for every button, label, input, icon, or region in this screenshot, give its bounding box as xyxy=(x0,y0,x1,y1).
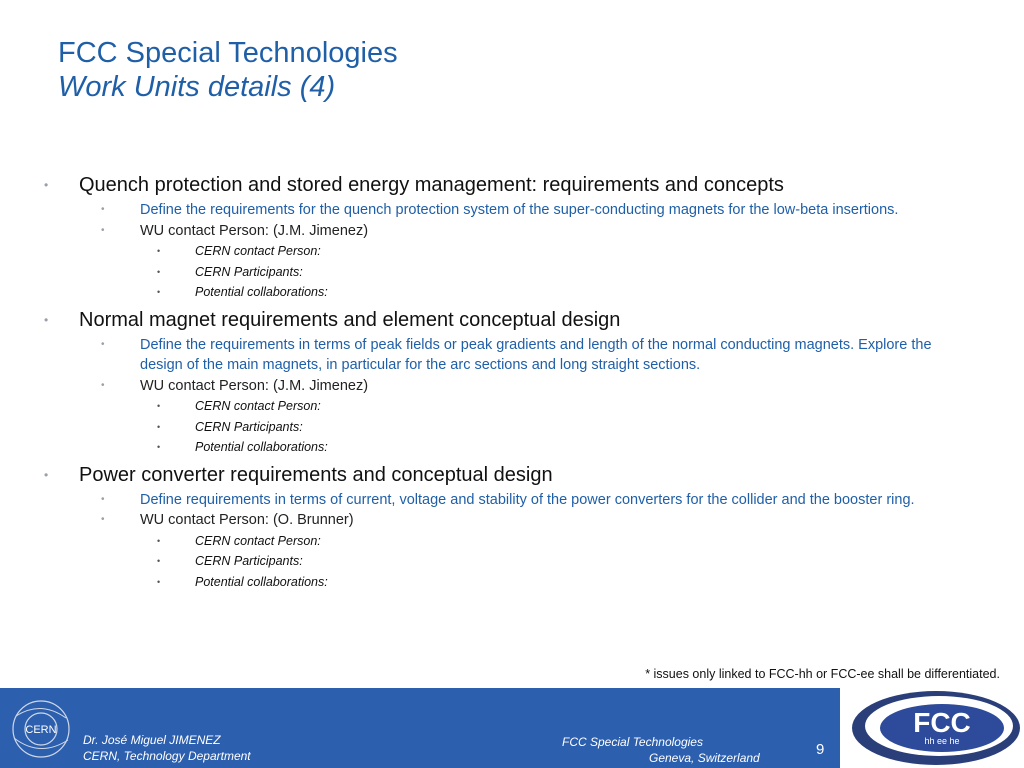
author-department: CERN, Technology Department xyxy=(83,749,251,763)
bullet-icon: • xyxy=(157,576,161,587)
section-sub-item: • CERN contact Person: xyxy=(0,241,1024,262)
bullet-icon: • xyxy=(157,287,161,297)
section-sub-item: • CERN Participants: xyxy=(0,417,1024,438)
bullet-icon: • xyxy=(101,493,105,505)
section-heading: • Power converter requirements and conceptual design xyxy=(0,460,1024,490)
fcc-logo-icon xyxy=(846,688,1024,768)
bullet-icon: • xyxy=(157,401,161,411)
section-sub-item: • Potential collaborations: xyxy=(0,572,1024,593)
section-heading: • Normal magnet requirements and element conceptual design xyxy=(0,305,1024,335)
conference-location: Geneva, Switzerland xyxy=(649,751,760,765)
author-name: Dr. José Miguel JIMENEZ xyxy=(83,733,221,747)
conference-title: FCC Special Technologies xyxy=(562,735,703,749)
bullet-icon: • xyxy=(157,266,161,277)
slide-title xyxy=(58,36,398,104)
bullet-icon: • xyxy=(157,442,161,452)
section-sub-item: • CERN contact Person: xyxy=(0,531,1024,552)
bullet-icon: • xyxy=(157,535,161,546)
bullet-icon: • xyxy=(157,421,161,432)
bullet-icon: • xyxy=(101,379,105,391)
section-sub-item: • CERN Participants: xyxy=(0,262,1024,283)
section-sub-item: • Potential collaborations: xyxy=(0,282,1024,303)
cern-logo-icon xyxy=(10,698,72,760)
author-info xyxy=(83,732,251,764)
conference-info xyxy=(562,734,760,766)
bullet-icon: • xyxy=(44,467,49,482)
svg-text:FCC: FCC xyxy=(913,707,971,738)
section-heading: • Quench protection and stored energy management: requirements and concepts xyxy=(0,170,1024,200)
bullet-icon: • xyxy=(44,312,49,327)
title-main: FCC Special Technologies xyxy=(58,37,398,69)
svg-text:hh ee he: hh ee he xyxy=(924,736,960,746)
section-contact: • WU contact Person: (J.M. Jimenez) xyxy=(0,221,1024,242)
page-number: 9 xyxy=(816,741,825,758)
bullet-icon: • xyxy=(101,514,105,525)
section-description: • Define requirements in terms of current, voltage and stability of the power converters for the collider and the booster ring. xyxy=(0,490,1024,511)
bullet-icon: • xyxy=(44,178,49,192)
bullet-icon: • xyxy=(101,338,105,350)
title-subtitle: Work Units details (4) xyxy=(58,71,336,103)
section-contact: • WU contact Person: (O. Brunner) xyxy=(0,510,1024,531)
bullet-icon: • xyxy=(157,556,161,566)
section-sub-item: • Potential collaborations: xyxy=(0,437,1024,458)
section-contact: • WU contact Person: (J.M. Jimenez) xyxy=(0,376,1024,397)
svg-text:CERN: CERN xyxy=(25,724,57,736)
section-description: • Define the requirements for the quench protection system of the super-conducting magnets for the low-beta insertions. xyxy=(0,200,1024,221)
footnote: * issues only linked to FCC-hh or FCC-ee shall be differentiated. xyxy=(645,667,1000,681)
section-sub-item: • CERN contact Person: xyxy=(0,396,1024,417)
section-sub-item: • CERN Participants: xyxy=(0,551,1024,572)
bullet-icon: • xyxy=(101,204,105,215)
section-description: • Define the requirements in terms of peak fields or peak gradients and length of the normal conducting magnets. Explore the design of the main magnets, in particular for the arc sections and long straight sections. xyxy=(101,336,932,373)
footer-bar xyxy=(0,688,840,768)
bullet-icon: • xyxy=(157,246,161,256)
bullet-content xyxy=(0,168,1024,592)
bullet-icon: • xyxy=(101,224,105,236)
